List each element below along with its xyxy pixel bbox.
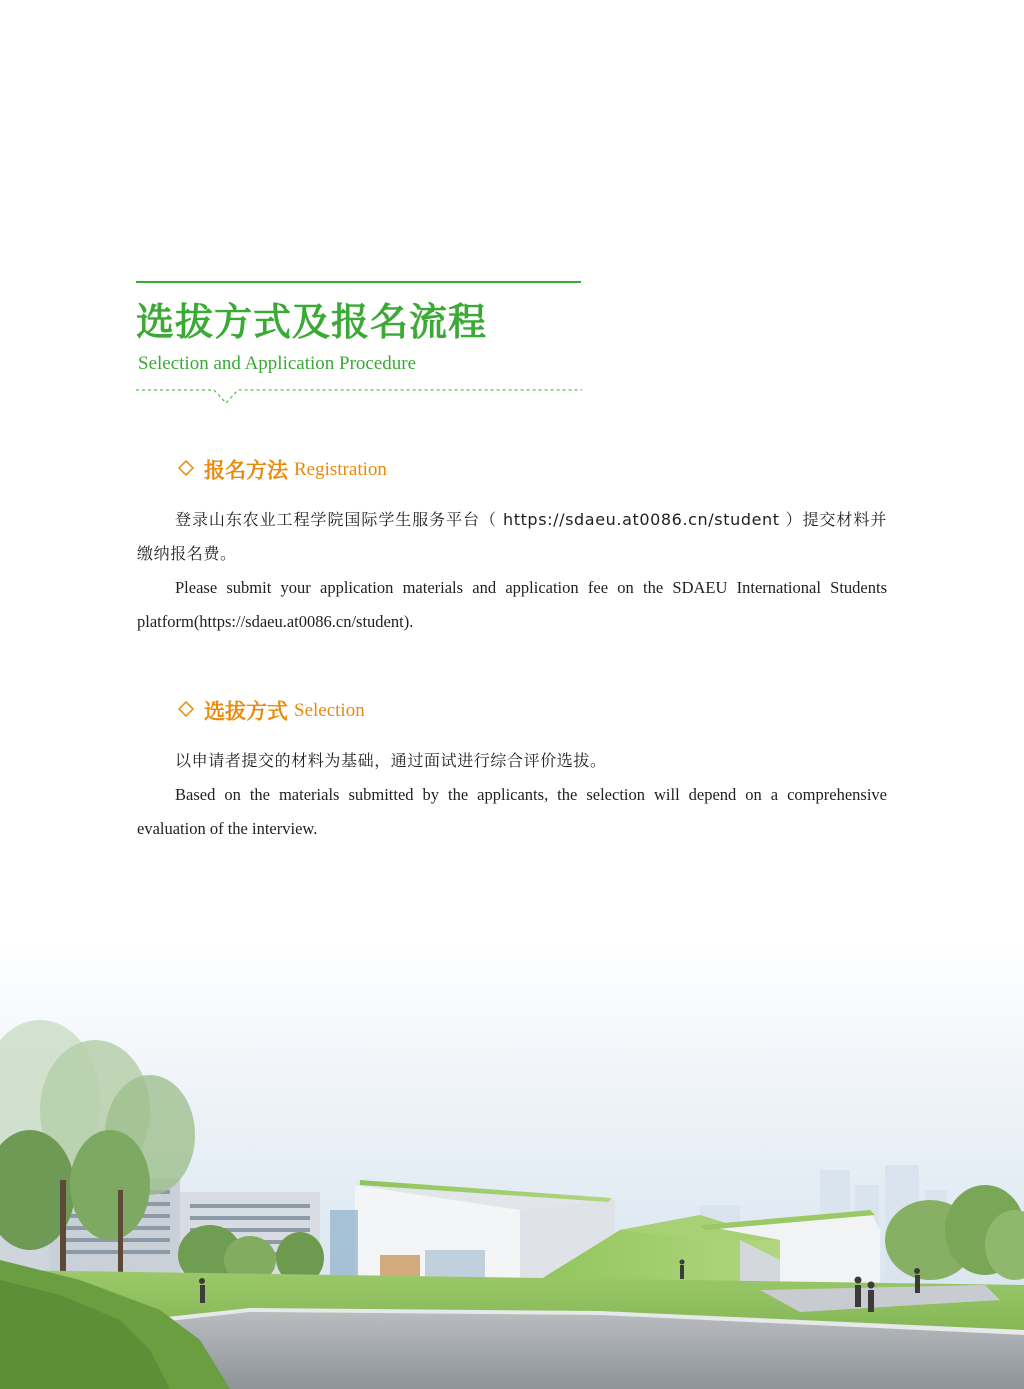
diamond-outline-icon — [178, 701, 194, 717]
campus-illustration — [0, 940, 1024, 1389]
section-heading-en: Selection — [294, 700, 365, 722]
section-heading-cn: 报名方法 — [204, 458, 288, 483]
page-subtitle: Selection and Application Procedure — [138, 353, 417, 374]
section-heading-registration — [178, 455, 387, 485]
section-heading-selection — [178, 696, 365, 726]
header-top-rule — [136, 281, 581, 283]
selection-paragraph-en: Based on the materials submitted by the applicants, the selection will depend on a comprehensive evaluation of the interview. — [137, 785, 887, 838]
page-title: 选拔方式及报名流程 — [136, 300, 488, 344]
section-heading-en: Registration — [294, 459, 387, 481]
registration-paragraph-en: Please submit your application materials and application fee on the SDAEU International Students platform(https://sdaeu.at0086.cn/student). — [137, 578, 887, 631]
selection-paragraph-cn: 以申请者提交的材料为基础，通过面试进行综合评价选拔。 — [175, 751, 607, 770]
section-heading-cn: 选拔方式 — [204, 699, 288, 724]
diamond-outline-icon — [178, 460, 194, 476]
dashed-divider — [136, 381, 582, 409]
registration-paragraph-cn: 登录山东农业工程学院国际学生服务平台（ https://sdaeu.at0086.cn/student ）提交材料并缴纳报名费。 — [137, 510, 887, 563]
